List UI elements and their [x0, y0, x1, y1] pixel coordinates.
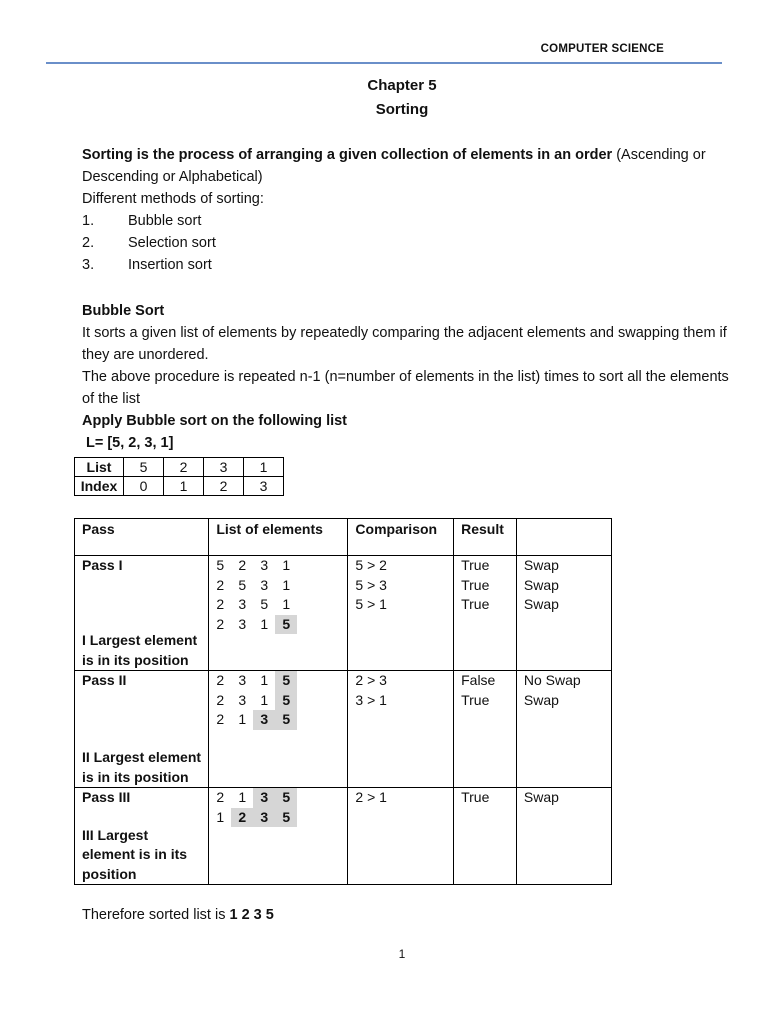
comparison-text: 2 > 3 [355, 672, 387, 688]
pass-note: III Largest element is in its position [82, 826, 188, 882]
bubble-desc-2: The above procedure is repeated n-1 (n=number of elements in the list) times to sort all the elements of the list [82, 369, 729, 407]
element-sequence [209, 808, 347, 828]
list-value: 3 [204, 458, 244, 477]
action-text: Swap [523, 576, 559, 593]
element-value: 1 [282, 576, 291, 593]
pass-note: I Largest element is in its position [82, 632, 198, 668]
conclusion [82, 907, 274, 923]
index-label: Index [75, 477, 124, 496]
result-cell [454, 556, 517, 671]
pass-label-cell [75, 788, 209, 885]
intro-section [82, 144, 732, 276]
action-text: Swap [523, 557, 559, 573]
definition-rest: (Ascending or Descending or Alphabetical) [82, 147, 706, 185]
action-text: No Swap [523, 672, 581, 688]
result-text: True [461, 576, 490, 593]
index-value: 2 [204, 477, 244, 496]
element-value: 1 [282, 557, 291, 573]
index-value: 3 [244, 477, 284, 496]
result-text: True [461, 691, 490, 708]
pass-note: II Largest element is in its position [82, 749, 202, 785]
header-pass: Pass [75, 519, 209, 556]
action-text: Swap [523, 596, 559, 612]
element-value: 1 [260, 691, 269, 708]
action-text: Swap [523, 691, 559, 708]
comparison-text: 2 > 1 [355, 789, 387, 805]
action-cell [516, 556, 611, 671]
methods-heading: Different methods of sorting: [82, 191, 264, 207]
result-text [461, 710, 516, 730]
element-sequence [209, 691, 347, 711]
index-row [75, 477, 284, 496]
action-text [524, 615, 611, 635]
pass-table-header [75, 519, 612, 556]
element-sequence [209, 615, 347, 635]
header-comparison: Comparison [348, 519, 454, 556]
action-text [524, 710, 611, 730]
element-value: 2 [238, 557, 247, 573]
comparison-text: 5 > 3 [355, 576, 387, 593]
element-value: 5 [275, 691, 297, 711]
element-sequence [209, 788, 347, 808]
result-text [461, 808, 516, 828]
chapter-title: Chapter 5 [367, 77, 437, 94]
elements-cell [209, 556, 348, 671]
element-sequence [209, 671, 347, 691]
header-result: Result [454, 519, 517, 556]
element-value: 2 [216, 691, 225, 708]
pass-label: Pass II [82, 672, 127, 688]
element-value: 5 [260, 596, 269, 612]
header-action [516, 519, 611, 556]
comparison-text: 5 > 1 [355, 596, 387, 612]
element-value: 2 [216, 576, 225, 593]
index-value: 1 [164, 477, 204, 496]
elements-cell [209, 671, 348, 788]
bubble-heading: Bubble Sort [82, 303, 165, 319]
element-value: 5 [275, 808, 297, 828]
result-text: False [461, 672, 496, 688]
element-value: 3 [253, 710, 275, 730]
header-rule [46, 62, 722, 64]
action-cell [516, 671, 611, 788]
topic-title: Sorting [375, 101, 429, 118]
result-text: True [461, 596, 490, 612]
element-value: 3 [238, 615, 247, 632]
result-cell [454, 671, 517, 788]
conclusion-text: Therefore sorted list is [82, 907, 230, 923]
sorted-list: 1 2 3 5 [229, 907, 274, 923]
method-item: 3. Insertion sort [82, 257, 212, 273]
comparison-cell [348, 556, 454, 671]
header-list: List of elements [209, 519, 348, 556]
pass-row [75, 788, 612, 885]
page-number: 1 [398, 947, 406, 961]
element-value: 5 [275, 710, 297, 730]
pass-label: Pass III [82, 789, 131, 805]
method-item: 2. Selection sort [82, 235, 216, 251]
result-text [461, 615, 516, 635]
element-value: 1 [216, 808, 225, 825]
element-value: 5 [238, 576, 247, 593]
element-value: 1 [260, 672, 269, 688]
running-header: COMPUTER SCIENCE [540, 43, 664, 55]
definition-bold: Sorting is the process of arranging a given collection of elements in an order [82, 147, 613, 163]
element-value: 5 [275, 615, 297, 635]
list-label: List [75, 458, 124, 477]
elements-cell [209, 788, 348, 885]
element-sequence [209, 576, 347, 596]
element-value: 5 [216, 557, 225, 573]
action-text [524, 808, 611, 828]
comparison-text [355, 808, 453, 828]
list-value: 5 [124, 458, 164, 477]
element-sequence [209, 556, 347, 576]
element-value: 3 [238, 596, 247, 612]
list-index-table [74, 457, 284, 496]
comparison-text: 3 > 1 [355, 691, 387, 708]
element-value: 1 [238, 789, 247, 805]
element-value: 3 [253, 808, 275, 828]
element-value: 3 [253, 788, 275, 808]
pass-row [75, 556, 612, 671]
result-text: True [461, 557, 490, 573]
comparison-cell [348, 788, 454, 885]
action-cell [516, 788, 611, 885]
element-sequence [209, 595, 347, 615]
comparison-text [355, 710, 453, 730]
definition [82, 144, 732, 188]
element-value: 3 [260, 557, 269, 573]
element-sequence [209, 710, 347, 730]
pass-label: Pass I [82, 557, 123, 573]
element-value: 2 [216, 615, 225, 632]
list-expression: L= [5, 2, 3, 1] [86, 435, 174, 451]
element-value: 2 [216, 711, 225, 727]
bubble-section [82, 300, 732, 454]
bubble-desc-1: It sorts a given list of elements by repeatedly comparing the adjacent elements and swapping them if they are unordered. [82, 325, 727, 363]
apply-heading: Apply Bubble sort on the following list [82, 413, 348, 429]
pass-label-cell [75, 556, 209, 671]
pass-table [74, 518, 612, 885]
pass-label-cell [75, 671, 209, 788]
pass-row [75, 671, 612, 788]
element-value: 2 [216, 789, 225, 805]
element-value: 3 [238, 672, 247, 688]
element-value: 3 [238, 691, 247, 708]
result-cell [454, 788, 517, 885]
list-row [75, 458, 284, 477]
element-value: 5 [275, 788, 297, 808]
list-value: 1 [244, 458, 284, 477]
element-value: 5 [275, 671, 297, 691]
result-text: True [461, 789, 490, 805]
element-value: 1 [260, 615, 269, 632]
element-value: 3 [260, 576, 269, 593]
element-value: 2 [216, 596, 225, 612]
element-value: 2 [231, 808, 253, 828]
method-item: 1. Bubble sort [82, 213, 202, 229]
index-value: 0 [124, 477, 164, 496]
comparison-text: 5 > 2 [355, 557, 387, 573]
element-value: 1 [282, 596, 291, 612]
action-text: Swap [523, 789, 559, 805]
element-value: 2 [216, 672, 225, 688]
comparison-text [355, 615, 453, 635]
comparison-cell [348, 671, 454, 788]
element-value: 1 [238, 711, 247, 727]
list-value: 2 [164, 458, 204, 477]
